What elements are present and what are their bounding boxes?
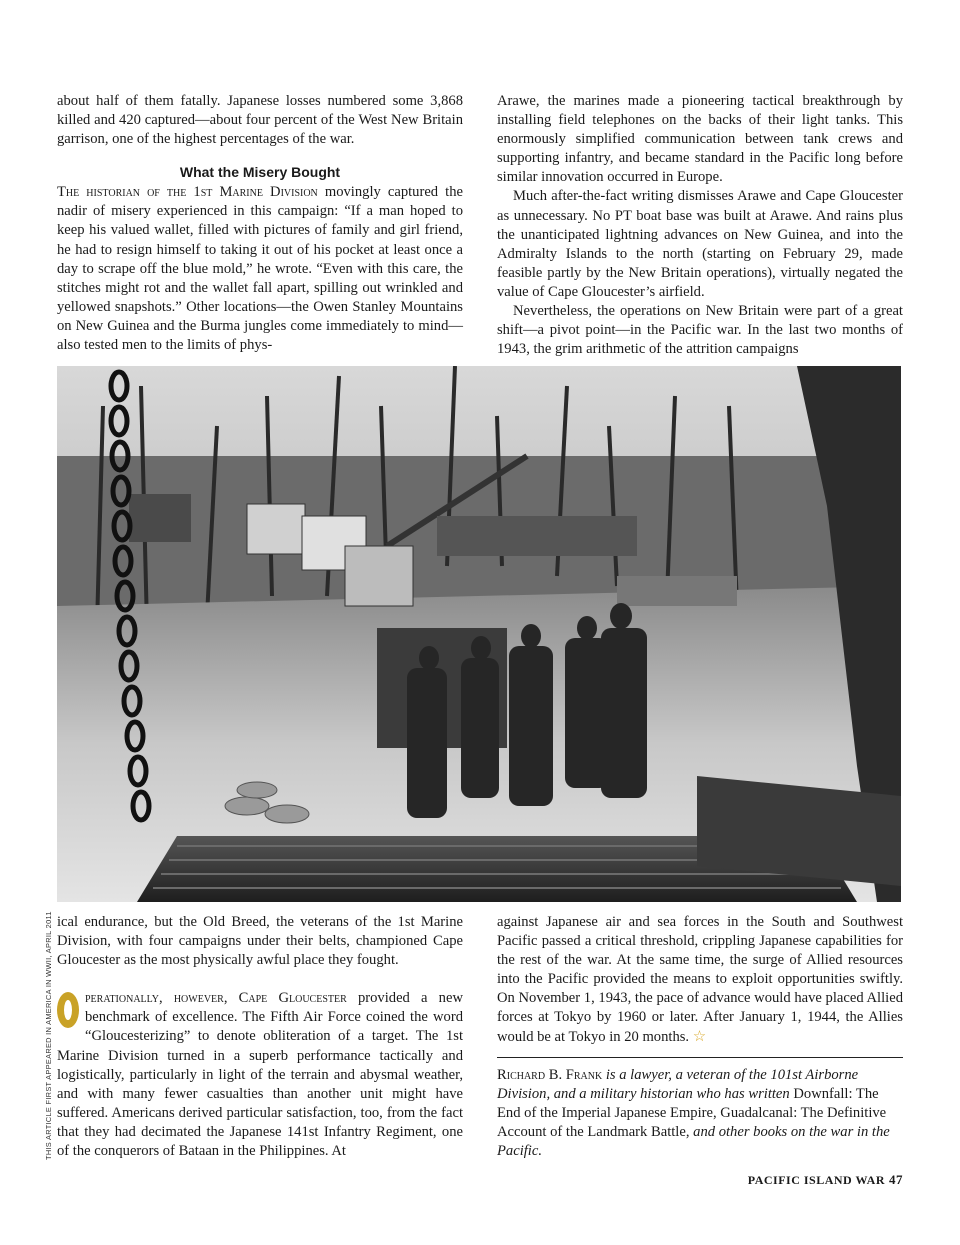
column-top-right	[497, 92, 903, 359]
author-name: Richard B. Frank	[497, 1066, 603, 1083]
divider	[497, 1057, 903, 1058]
page-footer	[748, 1172, 903, 1188]
paragraph	[57, 183, 463, 355]
paragraph: Arawe, the marines made a pioneering tactical breakthrough by installing field telephones on the backs of their light tanks. This enormously simplified communication between tank crews and supporting infantry, and became standard in the Pacific long before similar innovation occurred in Europe.	[497, 93, 903, 186]
paragraph-text: provided a new benchmark of excellence. The Fifth Air Force coined the word “Gloucesterizing” to denote obliteration of a target. The 1st Marine Division turned in a superb performance tactically and logistically, particularly in light of the terrain and abysmal weather, and with many fewer casualties than another unit might have suffered. Americans derived particular satisfaction, too, from the fact that they had decimated the Japanese 141st Infantry Regiment, one of the conquerors of Bataan in the Philippines. At	[57, 990, 463, 1160]
section-name: PACIFIC ISLAND WAR	[747, 1173, 885, 1187]
column-bottom-left	[57, 913, 463, 1161]
paragraph	[497, 913, 903, 1047]
photograph-landing-craft	[57, 366, 901, 902]
paragraph	[57, 989, 463, 1161]
page-number: 47	[889, 1172, 903, 1187]
paragraph: about half of them fatally. Japanese losses numbered some 3,868 killed and 420 captured—about four percent of the West New Britain garrison, one of the highest percentages of the war.	[57, 93, 463, 148]
bio-text: is a lawyer, a veteran of the 101st Airborne Division, and a military historian who has written	[497, 1066, 859, 1102]
lead-in: The historian of the 1st Marine Division	[57, 184, 318, 201]
bio-text: and other books on the war in the Pacific.	[497, 1123, 890, 1160]
star-icon: ☆	[692, 1028, 707, 1045]
bio-book-titles: Downfall: The End of the Imperial Japanese Empire, Guadalcanal: The Definitive Account of the Landmark Battle,	[497, 1085, 887, 1140]
drop-cap-o	[57, 992, 79, 1028]
author-bio	[497, 1066, 903, 1161]
column-top-left	[57, 92, 463, 355]
side-credit: THIS ARTICLE FIRST APPEARED IN AMERICA IN WWII, APRIL 2011	[44, 911, 53, 1160]
lead-in: perationally, however, Cape Gloucester	[85, 990, 347, 1007]
section-heading: What the Misery Bought	[179, 164, 341, 181]
paragraph: ical endurance, but the Old Breed, the veterans of the 1st Marine Division, with four campaigns under their belts, championed Cape Gloucester as the most physically awful place they fought.	[57, 914, 463, 969]
paragraph: Nevertheless, the operations on New Britain were part of a great shift—a pivot point—in the Pacific war. In the last two months of 1943, the grim arithmetic of the attrition campaigns	[497, 303, 903, 358]
column-bottom-right	[497, 913, 903, 1161]
paragraph-text: movingly captured the nadir of misery experienced in this campaign: “If a man hoped to keep his valued wallet, filled with pictures of family and girl friend, he had to resign himself to taking it out of his pocket at least once a day to scrape off the blue mold,” he wrote. “Even with this care, the stitches might rot and the wallet fall apart, spilling out wrinkled and yellowed snapshots.” Other locations—the Owen Stanley Mountains on New Guinea and the Burma jungles come immediately to mind—also tested men to the limits of phys-	[57, 184, 463, 354]
paragraph-text: against Japanese air and sea forces in the South and Southwest Pacific passed a critical threshold, crippling Japanese capabilities for the rest of the war. At the same time, the surge of Allied resources into the Pacific provided the means to exploit opportunities swiftly. On November 1, 1943, the pace of advance would have placed Allied forces at Tokyo by 1960 or later. After January 1, 1944, the Allies would be at Tokyo in 20 months.	[497, 914, 903, 1045]
paragraph: Much after-the-fact writing dismisses Arawe and Cape Gloucester as unnecessary. No PT boat base was built at Arawe. And rains plus the unanticipated lightning advances on New Guinea, and into the Admiralty Islands to the north (starting on February 29, made feasible partly by the New Britain operations), virtually negated the value of Cape Gloucester’s airfield.	[497, 188, 903, 300]
